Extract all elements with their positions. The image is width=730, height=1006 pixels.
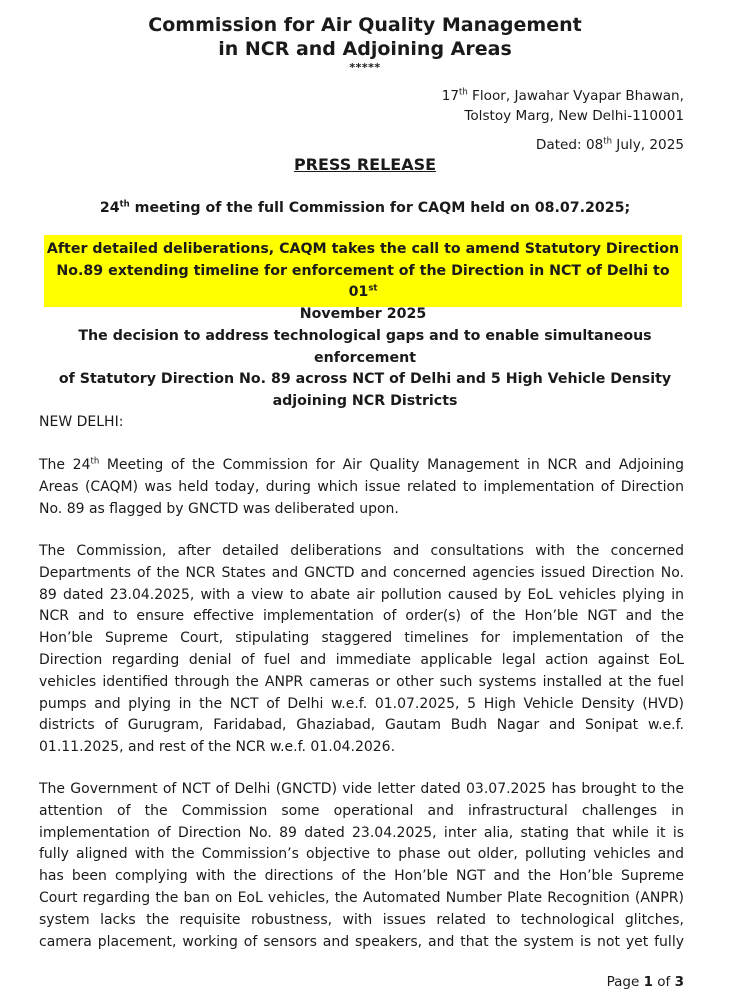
date-line: Dated: 08th July, 2025 [535, 136, 684, 153]
organization-title-line1: Commission for Air Quality Management [148, 14, 582, 36]
separator-stars: ***** [349, 61, 381, 74]
meeting-heading: 24th meeting of the full Commission for CAQM held on 08.07.2025; [99, 199, 631, 216]
organization-title [0, 13, 730, 61]
paragraph-1: The 24th Meeting of the Commission for Air Quality Management in NCR and Adjoining Areas (CAQM) was held today, during which issue related to implementation of Direction No. 89 as flagged by GNCTD was deliberated upon. [39, 456, 684, 517]
dateline: NEW DELHI: [39, 414, 124, 430]
page-number: Page 1 of 3 [606, 974, 684, 990]
address-line1: 17th Floor, Jawahar Vyapar Bhawan, [441, 87, 684, 104]
decision-heading: The decision to address technological gaps and to enable simultaneous enforcement of Statutory Direction No. 89 across NCT of Delhi and 5 High Vehicle Density adjoining NCR Districts [58, 328, 672, 410]
address-block [442, 86, 684, 126]
paragraph-2: The Commission, after detailed deliberations and consultations with the concerned Departments of the NCR States and GNCTD and concerned agencies issued Direction No. 89 dated 23.04.2025, with a view to abate air pollution caused by EoL vehicles plying in NCR and to ensure effective implementation of order(s) of the Hon’ble NGT and the Hon’ble Supreme Court, stipulating staggered timelines for implementation of the Direction regarding denial of fuel and immediate applicable legal action against EoL vehicles identified through the ANPR cameras or other such systems installed at the fuel pumps and plying in the NCT of Delhi w.e.f. 01.07.2025, 5 High Vehicle Density (HVD) districts of Gurugram, Faridabad, Ghaziabad, Gautam Budh Nagar and Sonipat w.e.f. 01.11.2025, and rest of the NCR w.e.f. 01.04.2026. [39, 543, 684, 756]
press-release-title: PRESS RELEASE [293, 155, 437, 174]
organization-title-line2: in NCR and Adjoining Areas [218, 38, 512, 60]
paragraph-3: The Government of NCT of Delhi (GNCTD) vide letter dated 03.07.2025 has brought to the attention of the Commission some operational and infrastructural challenges in implementation of Direction No. 89 dated 23.04.2025, inter alia, stating that while it is fully aligned with the Commission’s objective to phase out older, polluting vehicles and has been complying with the directions of the Hon’ble NGT and the Hon’ble Supreme Court regarding the ban on EoL vehicles, the Automated Number Plate Recognition (ANPR) system lacks the requisite robustness, with issues related to technological glitches, camera placement, working of sensors and speakers, and that the system is not yet fully [39, 781, 684, 950]
highlighted-summary: After detailed deliberations, CAQM takes the call to amend Statutory Direction No.89 extending timeline for enforcement of the Direction in NCT of Delhi to 01st November 2025 [44, 235, 682, 307]
address-line2: Tolstoy Marg, New Delhi-110001 [464, 108, 684, 124]
